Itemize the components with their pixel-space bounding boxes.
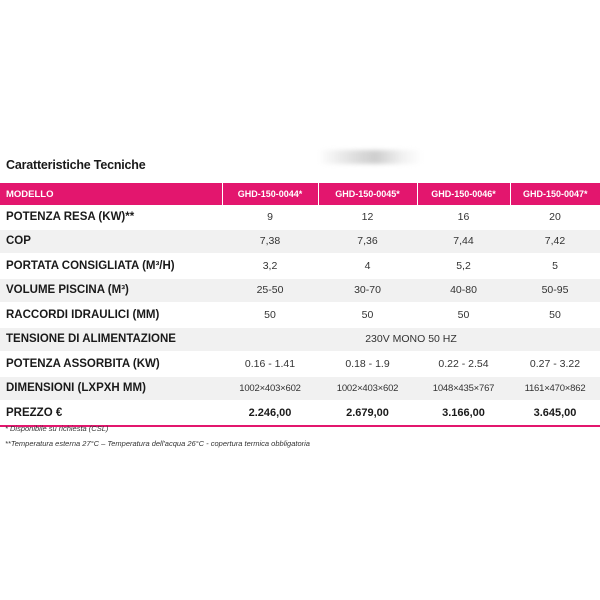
row-label: VOLUME PISCINA (M³) (0, 278, 222, 303)
merged-cell: 230V MONO 50 HZ (222, 327, 600, 352)
table-cell: 12 (318, 205, 417, 229)
table-row (0, 229, 600, 254)
table-cell: 50 (417, 303, 510, 328)
section-heading: Caratteristiche Tecniche (6, 158, 146, 172)
table-cell: 20 (510, 205, 600, 229)
table-cell: 1048×435×767 (417, 376, 510, 401)
table-cell: 9 (222, 205, 318, 229)
spec-table (0, 183, 600, 427)
table-cell: 0.27 - 3.22 (510, 352, 600, 377)
table-row (0, 352, 600, 377)
table-cell: 5,2 (417, 254, 510, 279)
table-cell: 7,42 (510, 229, 600, 254)
row-label: DIMENSIONI (LXPXH MM) (0, 376, 222, 401)
row-label: POTENZA RESA (KW)** (0, 205, 222, 229)
table-cell: 0.22 - 2.54 (417, 352, 510, 377)
row-label: RACCORDI IDRAULICI (MM) (0, 303, 222, 328)
price-cell: 3.166,00 (417, 401, 510, 426)
price-cell: 2.679,00 (318, 401, 417, 426)
header-model-0046: GHD-150-0046* (417, 183, 510, 205)
price-cell: 3.645,00 (510, 401, 600, 426)
header-model-label: MODELLO (0, 183, 222, 205)
price-cell: 2.246,00 (222, 401, 318, 426)
row-label: TENSIONE DI ALIMENTAZIONE (0, 327, 222, 352)
table-row (0, 254, 600, 279)
table-cell: 40-80 (417, 278, 510, 303)
header-model-0044: GHD-150-0044* (222, 183, 318, 205)
footnote-conditions: **Temperatura esterna 27°C – Temperatura dell'acqua 26°C - copertura termica obbligatoria (5, 439, 310, 448)
row-label: PORTATA CONSIGLIATA (M³/H) (0, 254, 222, 279)
footnote-availability: * Disponibile su richiesta (CSL) (5, 424, 109, 433)
table-cell: 1002×403×602 (318, 376, 417, 401)
table-cell: 0.18 - 1.9 (318, 352, 417, 377)
table-cell: 7,38 (222, 229, 318, 254)
row-label: PREZZO € (0, 401, 222, 426)
table-row (0, 303, 600, 328)
table-cell: 50 (318, 303, 417, 328)
table-cell: 50-95 (510, 278, 600, 303)
table-cell: 25-50 (222, 278, 318, 303)
row-label: POTENZA ASSORBITA (KW) (0, 352, 222, 377)
footnotes (5, 421, 310, 451)
table-cell: 0.16 - 1.41 (222, 352, 318, 377)
table-cell: 7,36 (318, 229, 417, 254)
table-cell: 50 (222, 303, 318, 328)
blurred-image-fragment (318, 150, 422, 164)
table-cell: 16 (417, 205, 510, 229)
table-cell: 4 (318, 254, 417, 279)
table-cell: 50 (510, 303, 600, 328)
table-row (0, 327, 600, 352)
table-header-row (0, 183, 600, 205)
row-label: COP (0, 229, 222, 254)
table-cell: 1002×403×602 (222, 376, 318, 401)
table-cell: 5 (510, 254, 600, 279)
table-cell: 1161×470×862 (510, 376, 600, 401)
table-row (0, 376, 600, 401)
table-cell: 30-70 (318, 278, 417, 303)
table-row (0, 278, 600, 303)
header-model-0045: GHD-150-0045* (318, 183, 417, 205)
table-cell: 7,44 (417, 229, 510, 254)
table-cell: 3,2 (222, 254, 318, 279)
header-model-0047: GHD-150-0047* (510, 183, 600, 205)
table-row (0, 205, 600, 229)
